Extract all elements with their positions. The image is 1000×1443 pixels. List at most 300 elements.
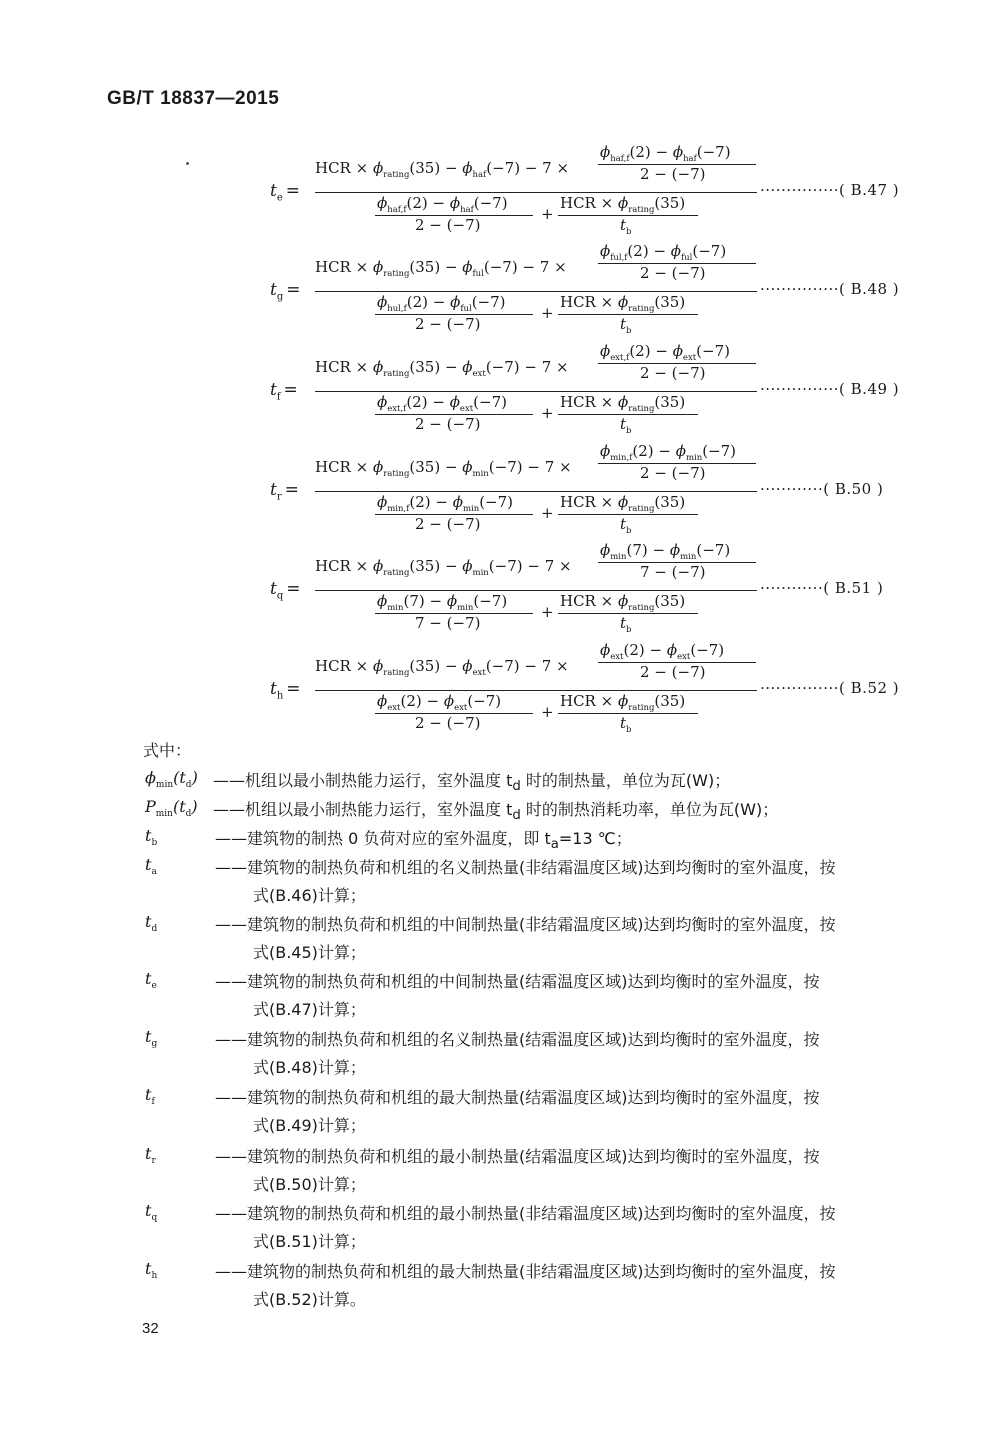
equation-leader (760, 380, 899, 398)
phi-glyph: ϕ (377, 493, 388, 511)
definition-symbol (145, 1144, 156, 1166)
definition-body-end: 时的制热量，单位为瓦(W)； (520, 771, 731, 790)
hcr-text: HCR × (315, 258, 373, 276)
denominator-left-denominator: 7 − (−7) (415, 614, 481, 632)
phi-subscript: ext,f (610, 353, 630, 363)
denominator (315, 693, 757, 739)
phi-subscript: rating (628, 304, 655, 314)
denominator-left-denominator: 2 − (−7) (415, 714, 481, 732)
tb-subscript: b (626, 625, 632, 635)
phi-argument: (−7) (696, 143, 731, 161)
phi-argument: (2) (406, 393, 428, 411)
phi-argument: (−7) (479, 493, 514, 511)
numerator (315, 444, 757, 488)
phi-symbol (617, 393, 686, 414)
definition-body: 建筑物的制热 0 负荷对应的室外温度，即 t (247, 829, 551, 848)
symbol-subscript: e (151, 981, 157, 992)
phi-argument: (−7) (696, 541, 731, 559)
page-number: 32 (142, 1320, 159, 1337)
phi-glyph: ϕ (449, 194, 461, 212)
definition-dash: —— (215, 972, 247, 991)
phi-subscript: ext (677, 652, 691, 662)
phi-symbol (372, 458, 441, 479)
phi-glyph: ϕ (462, 258, 473, 276)
phi-subscript: rating (628, 404, 655, 414)
phi-symbol (617, 592, 686, 613)
tb-variable (620, 515, 631, 536)
phi-subscript: rating (383, 369, 410, 379)
lhs-subscript: e (276, 192, 283, 204)
main-fraction (315, 244, 757, 340)
definition-body: 机组以最小制热能力运行，室外温度 t (245, 771, 513, 790)
definition-dash: —— (215, 1262, 247, 1281)
equals-sign: = (283, 380, 298, 400)
phi-argument: (2) (629, 143, 651, 161)
phi-symbol (462, 557, 523, 578)
phi-argument: (2) (623, 641, 645, 659)
phi-subscript: rating (383, 668, 410, 678)
phi-subscript: rating (383, 269, 410, 279)
phi-symbol (669, 541, 731, 562)
lhs-variable: t (270, 380, 277, 400)
phi-subscript: ful (460, 304, 472, 314)
phi-argument: (35) (409, 557, 441, 575)
minus-sign: − (440, 657, 463, 675)
minus-seven-times: − 7 × (519, 358, 569, 376)
hcr-text: HCR × (560, 194, 618, 212)
main-fraction-bar (315, 491, 757, 492)
argument-close: ) (191, 768, 198, 787)
minus-sign: − (440, 358, 463, 376)
denominator-left-denominator: 2 − (−7) (415, 216, 481, 234)
definition-dash: —— (215, 1204, 247, 1223)
leader-dots: ··············· (760, 679, 840, 697)
inline-subscript: d (512, 779, 521, 795)
phi-argument: (35) (409, 358, 441, 376)
definition-continuation: 式(B.46)计算； (253, 886, 366, 905)
phi-argument: (35) (409, 258, 441, 276)
numerator (315, 244, 757, 288)
phi-argument: (2) (627, 242, 649, 260)
definition-dash: —— (215, 915, 247, 934)
definition-continuation: 式(B.49)计算； (253, 1116, 366, 1135)
definition-text (215, 1259, 836, 1282)
stray-dot (186, 162, 189, 165)
phi-symbol (377, 692, 422, 713)
lhs-subscript: g (276, 291, 284, 303)
phi-symbol (452, 493, 514, 514)
definition-continuation: 式(B.45)计算； (253, 943, 366, 962)
definition-text (215, 1027, 820, 1050)
phi-symbol (443, 692, 502, 713)
main-fraction-bar (315, 192, 757, 193)
definitions-heading: 式中： (143, 741, 192, 760)
phi-glyph: ϕ (672, 342, 683, 360)
phi-glyph: ϕ (443, 692, 455, 710)
equation-number: ( B.47 ) (839, 181, 900, 199)
lhs-variable: t (270, 679, 277, 699)
definition-symbol (145, 855, 157, 877)
definition-continuation: 式(B.48)计算； (253, 1058, 366, 1077)
phi-symbol (600, 442, 654, 463)
equation-lhs (270, 679, 301, 701)
minus-sign: − (427, 393, 450, 411)
tb-glyph: t (620, 614, 627, 632)
nested-denominator: 2 − (−7) (640, 464, 706, 482)
plus-sign: + (541, 404, 554, 422)
minus-seven-times: − 7 × (519, 657, 569, 675)
phi-argument: (−7) (488, 557, 523, 575)
minus-seven-times: − 7 × (517, 258, 567, 276)
phi-glyph: ϕ (377, 194, 388, 212)
minus-sign: − (440, 557, 463, 575)
phi-argument: (35) (654, 592, 686, 610)
phi-symbol (372, 557, 441, 578)
main-fraction (315, 444, 757, 540)
phi-argument: (2) (632, 442, 654, 460)
hcr-text: HCR × (315, 657, 373, 675)
denominator-right-numerator (560, 393, 685, 414)
lhs-variable: t (270, 579, 277, 599)
phi-glyph: ϕ (377, 692, 388, 710)
definition-continuation: 式(B.50)计算； (253, 1175, 366, 1194)
minus-sign: − (440, 159, 463, 177)
equation-number: ( B.51 ) (823, 579, 884, 597)
main-fraction (315, 543, 757, 639)
phi-subscript: ext (387, 703, 401, 713)
denominator (315, 394, 757, 440)
symbol-subscript: min (155, 780, 174, 791)
phi-symbol (372, 358, 441, 379)
equals-sign: = (284, 480, 299, 500)
hcr-text: HCR × (315, 358, 373, 376)
phi-symbol (600, 641, 645, 662)
phi-subscript: hul,f (387, 304, 407, 314)
denominator-left-numerator (377, 592, 507, 613)
definition-continuation: 式(B.47)计算； (253, 1000, 366, 1019)
definition-dash: —— (215, 858, 247, 877)
equation-leader (760, 679, 899, 697)
phi-subscript: rating (628, 703, 655, 713)
numerator-leading-term (315, 458, 572, 479)
main-fraction-bar (315, 391, 757, 392)
phi-subscript: ext (472, 668, 486, 678)
definition-symbol (145, 768, 198, 790)
phi-symbol (462, 159, 521, 180)
numerator-leading-term (315, 557, 572, 578)
phi-glyph: ϕ (600, 541, 611, 559)
symbol-subscript: b (151, 838, 158, 849)
phi-argument: (35) (409, 159, 441, 177)
phi-symbol (462, 657, 520, 678)
phi-argument: (−7) (471, 293, 506, 311)
tb-glyph: t (620, 515, 627, 533)
nested-denominator: 2 − (−7) (640, 663, 706, 681)
symbol-subscript: h (151, 1271, 158, 1282)
equation-lhs (270, 480, 299, 502)
phi-subscript: rating (383, 568, 410, 578)
main-fraction-bar (315, 291, 757, 292)
phi-argument: (2) (406, 194, 428, 212)
definition-body-end: =13 ℃； (558, 829, 632, 848)
phi-symbol (670, 242, 727, 263)
symbol-glyph: t (145, 912, 152, 931)
nested-numerator (600, 242, 726, 263)
definition-text (215, 1085, 820, 1108)
minus-seven-times: − 7 × (520, 159, 570, 177)
minus-seven-times: − 7 × (522, 557, 572, 575)
phi-symbol (462, 258, 518, 279)
phi-glyph: ϕ (372, 458, 384, 476)
phi-glyph: ϕ (675, 442, 686, 460)
phi-subscript: haf (472, 170, 487, 180)
phi-symbol (617, 194, 686, 215)
phi-glyph: ϕ (600, 143, 611, 161)
phi-subscript: ext (682, 353, 697, 363)
definition-body: 建筑物的制热负荷和机组的最小制热量(非结霜温度区域)达到均衡时的室外温度，按 (247, 1204, 836, 1223)
symbol-glyph: t (145, 1144, 152, 1163)
minus-sign: − (440, 258, 463, 276)
denominator-left-denominator: 2 − (−7) (415, 315, 481, 333)
phi-symbol (450, 293, 506, 314)
phi-argument: (−7) (690, 641, 725, 659)
nested-denominator: 7 − (−7) (640, 563, 706, 581)
symbol-subscript: q (151, 1213, 158, 1224)
phi-glyph: ϕ (669, 541, 681, 559)
tb-variable (620, 315, 631, 336)
phi-symbol (462, 458, 523, 479)
nested-numerator (600, 541, 730, 562)
phi-argument: (2) (406, 293, 428, 311)
phi-symbol (675, 442, 737, 463)
phi-argument: (−7) (702, 442, 737, 460)
equation-number: ( B.49 ) (839, 380, 900, 398)
hcr-text: HCR × (560, 393, 618, 411)
symbol-glyph: t (145, 1259, 152, 1278)
phi-glyph: ϕ (600, 641, 611, 659)
plus-sign: + (541, 504, 554, 522)
phi-subscript: min,f (387, 504, 410, 514)
phi-glyph: ϕ (617, 293, 629, 311)
phi-glyph: ϕ (462, 557, 473, 575)
minus-sign: − (653, 442, 676, 460)
phi-argument: (−7) (488, 458, 523, 476)
symbol-subscript: r (151, 1156, 156, 1167)
argument-subscript: d (185, 809, 192, 820)
symbol-glyph: P (145, 797, 156, 816)
minus-sign: − (650, 342, 673, 360)
equals-sign: = (286, 280, 301, 300)
denominator-left-numerator (377, 194, 508, 215)
main-fraction-bar (315, 690, 757, 691)
phi-glyph: ϕ (617, 393, 629, 411)
phi-argument: (35) (409, 458, 441, 476)
nested-numerator (600, 342, 730, 363)
tb-glyph: t (620, 714, 627, 732)
phi-symbol (446, 592, 508, 613)
denominator-right-numerator (560, 592, 685, 613)
hcr-text: HCR × (560, 293, 618, 311)
phi-glyph: ϕ (372, 159, 384, 177)
definition-body: 建筑物的制热负荷和机组的中间制热量(结霜温度区域)达到均衡时的室外温度，按 (247, 972, 820, 991)
phi-subscript: ext,f (387, 404, 407, 414)
minus-sign: − (430, 493, 453, 511)
phi-subscript: haf,f (387, 205, 407, 215)
definition-text (215, 912, 836, 935)
phi-argument: (35) (654, 393, 686, 411)
nested-denominator: 2 − (−7) (640, 364, 706, 382)
lhs-variable: t (270, 480, 277, 500)
symbol-subscript: min (155, 809, 173, 820)
minus-sign: − (647, 541, 670, 559)
phi-symbol (600, 541, 648, 562)
phi-subscript: ext (459, 404, 474, 414)
equation-leader (760, 181, 899, 199)
equation-B48 (255, 244, 925, 340)
definition-text (213, 768, 730, 794)
minus-sign: − (648, 242, 671, 260)
phi-subscript: ful (472, 269, 484, 279)
symbol-glyph: t (145, 1027, 152, 1046)
definition-body: 建筑物的制热负荷和机组的中间制热量(非结霜温度区域)达到均衡时的室外温度，按 (247, 915, 836, 934)
phi-glyph: ϕ (462, 458, 473, 476)
plus-sign: + (541, 603, 554, 621)
equation-B49 (255, 344, 925, 440)
tb-subscript: b (626, 227, 632, 237)
phi-symbol (377, 393, 428, 414)
denominator (315, 195, 757, 241)
phi-subscript: haf,f (610, 154, 630, 164)
phi-symbol (377, 592, 425, 613)
definition-dash: —— (215, 1147, 247, 1166)
minus-sign: − (644, 641, 667, 659)
phi-glyph: ϕ (600, 342, 611, 360)
phi-glyph: ϕ (600, 442, 611, 460)
definition-symbol (145, 826, 157, 848)
hcr-text: HCR × (315, 557, 373, 575)
equation-leader (760, 280, 899, 298)
phi-argument: (35) (654, 293, 686, 311)
phi-glyph: ϕ (452, 493, 463, 511)
definition-dash: —— (213, 771, 245, 790)
leader-dots: ············ (760, 579, 824, 597)
phi-argument: (−7) (486, 159, 521, 177)
phi-symbol (600, 342, 651, 363)
phi-argument: (−7) (473, 592, 508, 610)
phi-subscript: min (457, 603, 474, 613)
lhs-variable: t (270, 280, 277, 300)
leader-dots: ··············· (760, 380, 840, 398)
phi-argument: (2) (400, 692, 422, 710)
symbol-argument: (t (173, 768, 186, 787)
definition-symbol (145, 1027, 157, 1049)
plus-sign: + (541, 205, 554, 223)
phi-argument: (35) (654, 194, 686, 212)
numerator-leading-term (315, 159, 569, 180)
phi-argument: (−7) (692, 242, 727, 260)
equation-lhs (270, 181, 300, 203)
phi-symbol (372, 657, 441, 678)
phi-glyph: ϕ (672, 143, 684, 161)
symbol-subscript: a (151, 867, 157, 878)
phi-subscript: min (680, 552, 697, 562)
phi-symbol (600, 242, 649, 263)
phi-glyph: ϕ (617, 692, 629, 710)
numerator-leading-term (315, 358, 569, 379)
definition-symbol (145, 1085, 155, 1107)
nested-numerator (600, 143, 731, 164)
lhs-subscript: f (276, 391, 281, 403)
equation-lhs (270, 280, 301, 302)
phi-subscript: rating (628, 504, 655, 514)
equation-number: ( B.48 ) (839, 280, 900, 298)
phi-glyph: ϕ (666, 641, 678, 659)
minus-sign: − (650, 143, 673, 161)
phi-glyph: ϕ (670, 242, 682, 260)
phi-glyph: ϕ (377, 592, 388, 610)
phi-subscript: min (472, 568, 489, 578)
equation-number: ( B.50 ) (823, 480, 884, 498)
phi-glyph: ϕ (462, 159, 473, 177)
symbol-glyph: t (145, 855, 152, 874)
phi-symbol (672, 342, 730, 363)
nested-numerator (600, 442, 736, 463)
definition-body: 建筑物的制热负荷和机组的名义制热量(非结霜温度区域)达到均衡时的室外温度，按 (247, 858, 836, 877)
phi-argument: (−7) (473, 393, 507, 411)
phi-argument: (−7) (467, 692, 502, 710)
minus-sign: − (421, 692, 444, 710)
lhs-variable: t (270, 181, 277, 201)
definition-text (215, 1144, 820, 1167)
definition-body: 建筑物的制热负荷和机组的最大制热量(结霜温度区域)达到均衡时的室外温度，按 (247, 1088, 820, 1107)
main-fraction-bar (315, 590, 757, 591)
equation-B52 (255, 643, 925, 739)
phi-symbol (449, 194, 508, 215)
phi-subscript: haf (460, 205, 474, 215)
symbol-glyph: t (145, 1201, 152, 1220)
tb-glyph: t (620, 216, 627, 234)
nested-denominator: 2 − (−7) (640, 264, 706, 282)
denominator (315, 294, 757, 340)
phi-glyph: ϕ (377, 393, 388, 411)
minus-seven-times: − 7 × (522, 458, 572, 476)
hcr-text: HCR × (560, 592, 618, 610)
plus-sign: + (541, 304, 554, 322)
phi-subscript: rating (628, 205, 655, 215)
phi-glyph: ϕ (377, 293, 388, 311)
phi-subscript: rating (383, 469, 410, 479)
definition-symbol (145, 1201, 157, 1223)
tb-variable (620, 614, 631, 635)
phi-subscript: haf (683, 154, 697, 164)
phi-symbol (672, 143, 731, 164)
phi-symbol (377, 493, 431, 514)
phi-glyph: ϕ (372, 358, 384, 376)
definition-symbol (145, 1259, 157, 1281)
main-fraction (315, 344, 757, 440)
phi-argument: (−7) (485, 358, 520, 376)
definition-text (215, 969, 820, 992)
phi-glyph: ϕ (450, 293, 461, 311)
phi-subscript: min (472, 469, 489, 479)
phi-subscript: ext (472, 369, 486, 379)
minus-sign: − (424, 592, 447, 610)
equation-lhs (270, 579, 301, 601)
lhs-subscript: r (276, 491, 282, 503)
definition-dash: —— (215, 829, 247, 848)
definition-text (213, 797, 778, 823)
definition-text (215, 826, 632, 852)
